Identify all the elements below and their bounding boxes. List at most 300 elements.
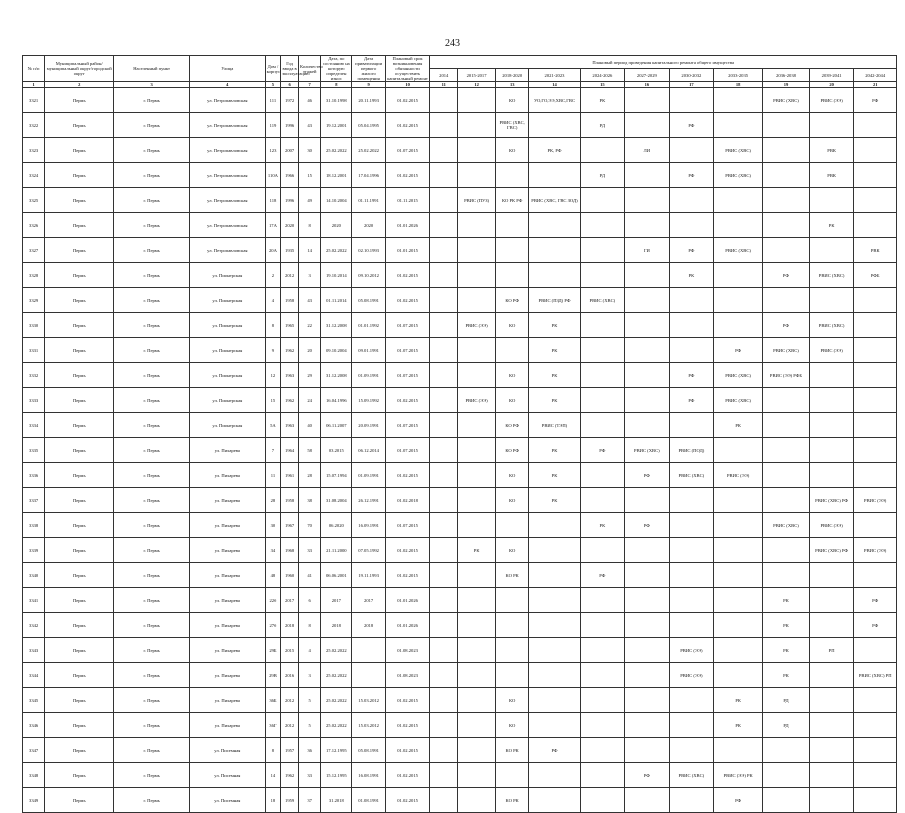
deadline-cell: 01.02.2015 [385,713,430,738]
row-number: 3335 [23,438,45,463]
period-cell [809,113,854,138]
period-cell [809,613,854,638]
condition-date-cell: 31.12.2008 [321,363,352,388]
header-cell: Дата, по состоянию на которую определен износ [321,56,352,82]
period-cell [430,213,458,238]
privatization-date-cell: 15.03.2012 [352,688,385,713]
period-cell [714,438,763,463]
row-number: 3338 [23,513,45,538]
privatization-date-cell: 26.12.1991 [352,488,385,513]
period-cell [854,113,897,138]
period-cell [430,263,458,288]
period-cell [625,588,670,613]
period-cell [625,163,670,188]
street-cell: ул. Пихарева [189,663,265,688]
table-row [23,88,897,113]
year-cell: 1962 [281,763,299,788]
table-row [23,238,897,263]
storeys-cell: 6 [299,588,321,613]
period-cell [854,688,897,713]
period-cell [430,188,458,213]
period-cell [529,713,580,738]
locality-cell: г. Пермь [114,638,190,663]
table-row [23,663,897,688]
privatization-date-cell: 17.04.1996 [352,163,385,188]
period-cell [430,688,458,713]
period-cell: РВИС (ЭЭ) РФБ [763,363,810,388]
storeys-cell: 40 [299,413,321,438]
street-cell: ул. Петропавловская [189,113,265,138]
period-cell [580,388,625,413]
column-number: 7 [299,82,321,88]
period-cell: РВИС (ХВС) [763,88,810,113]
house-cell: 36Б [265,688,281,713]
period-cell [854,563,897,588]
header-cell: Плановый срок возникновения обязанности осуществить капитальный ремонт [387,56,428,81]
storeys-cell: 3 [299,663,321,688]
period-cell: РВИС (ЭЭ) [458,388,496,413]
period-cell [458,663,496,688]
period-header: 2036-2038 [763,69,810,82]
period-cell [714,563,763,588]
period-cell: РК [529,363,580,388]
period-cell [809,738,854,763]
period-cell: РВИС (ХВС) [714,163,763,188]
municipality-cell: Пермь [45,238,114,263]
table-row [23,338,897,363]
column-number: 8 [321,82,352,88]
period-cell [458,788,496,813]
condition-date-cell: 06.06.2001 [321,563,352,588]
period-cell [763,413,810,438]
column-number: 19 [763,82,810,88]
locality-cell: г. Пермь [114,188,190,213]
period-cell [458,163,496,188]
column-number: 14 [529,82,580,88]
storeys-cell: 43 [299,288,321,313]
municipality-cell: Пермь [45,138,114,163]
period-cell: РВИС (ХВС) [714,388,763,413]
period-cell [529,263,580,288]
column-number: 4 [189,82,265,88]
period-cell [430,463,458,488]
period-cell [669,413,714,438]
period-cell [625,288,670,313]
period-cell [458,263,496,288]
condition-date-cell: 18.12.2001 [321,163,352,188]
street-cell: ул. Пихарева [189,438,265,463]
row-number: 3322 [23,113,45,138]
condition-date-cell: 16.04.1996 [321,388,352,413]
table-row [23,288,897,313]
period-cell [580,613,625,638]
period-cell: РФ [625,463,670,488]
period-cell [529,513,580,538]
period-cell [763,188,810,213]
row-number: 3333 [23,388,45,413]
locality-cell: г. Пермь [114,488,190,513]
period-cell: РВИС (ХВС) [763,338,810,363]
street-cell: ул. Пионерская [189,338,265,363]
table-row [23,388,897,413]
locality-cell: г. Пермь [114,413,190,438]
period-cell [669,513,714,538]
header-cell: Количество этажей [299,56,321,82]
house-cell: 28 [265,488,281,513]
period-cell [458,88,496,113]
table-row [23,113,897,138]
period-cell [580,663,625,688]
period-cell: ГИ [625,238,670,263]
period-cell [854,738,897,763]
period-cell: РК [763,638,810,663]
period-cell: РК [763,588,810,613]
period-cell [714,638,763,663]
period-header: 2033-2035 [714,69,763,82]
municipality-cell: Пермь [45,463,114,488]
period-cell [714,738,763,763]
period-cell [580,688,625,713]
condition-date-cell: 15.12.1995 [321,763,352,788]
period-cell [763,788,810,813]
house-cell: 7 [265,438,281,463]
period-cell: РВИС (ПЗД) РФ [529,288,580,313]
street-cell: ул. Пихарева [189,638,265,663]
period-cell [854,763,897,788]
header-cell: Дата приватизации первого жилого помещения [352,56,385,82]
municipality-cell: Пермь [45,738,114,763]
period-cell [669,338,714,363]
street-cell: ул. Петропавловская [189,138,265,163]
period-cell [458,288,496,313]
house-cell: 14 [265,763,281,788]
street-cell: ул. Пионерская [189,413,265,438]
deadline-cell: 01.02.2015 [385,388,430,413]
year-cell: 2020 [281,213,299,238]
period-cell: РВИС (ЭЭ) [669,663,714,688]
year-cell: 2018 [281,613,299,638]
street-cell: ул. Пионерская [189,288,265,313]
table-row [23,613,897,638]
privatization-date-cell [352,663,385,688]
period-cell [430,113,458,138]
municipality-cell: Пермь [45,88,114,113]
period-cell [580,213,625,238]
year-cell: 2007 [281,138,299,163]
period-cell [458,488,496,513]
year-cell: 1962 [281,338,299,363]
row-number: 3331 [23,338,45,363]
period-cell [458,563,496,588]
privatization-date-cell: 15.03.2012 [352,713,385,738]
municipality-cell: Пермь [45,113,114,138]
period-cell: РД [580,163,625,188]
period-cell [580,263,625,288]
period-cell [430,538,458,563]
period-cell: РВИС (ХВС, ГВС ЗОД) [529,188,580,213]
table-row [23,413,897,438]
period-header: 2014 [430,69,458,82]
locality-cell: г. Пермь [114,213,190,238]
house-cell: 27б [265,613,281,638]
period-cell: РК [529,388,580,413]
period-cell [809,788,854,813]
condition-date-cell: 31.10.1998 [321,88,352,113]
deadline-cell: 01.02.2015 [385,738,430,763]
house-cell: 36Г [265,713,281,738]
period-cell: РФ [625,513,670,538]
deadline-cell: 01.11.2015 [385,188,430,213]
period-cell: РК [580,88,625,113]
year-cell: 1957 [281,738,299,763]
column-number: 21 [854,82,897,88]
period-cell [625,188,670,213]
period-cell [854,363,897,388]
condition-date-cell: 19.12.2001 [321,113,352,138]
period-cell: РВИС (ХВС) [580,288,625,313]
period-cell [669,138,714,163]
street-cell: ул. Пихарева [189,538,265,563]
condition-date-cell: 25.02.2022 [321,663,352,688]
municipality-cell: Пермь [45,413,114,438]
table-row [23,513,897,538]
period-cell [625,363,670,388]
period-cell [763,763,810,788]
privatization-date-cell: 2020 [352,213,385,238]
period-cell [809,688,854,713]
house-cell: 34 [265,538,281,563]
period-cell: РФ [854,588,897,613]
row-number: 3349 [23,788,45,813]
period-cell: РВИС (ЭЭ) [809,338,854,363]
house-cell: 29Б [265,638,281,663]
privatization-date-cell: 09.01.1991 [352,338,385,363]
period-cell [625,413,670,438]
street-cell: ул. Пихарева [189,688,265,713]
locality-cell: г. Пермь [114,788,190,813]
row-number: 3332 [23,363,45,388]
storeys-cell: 14 [299,238,321,263]
period-cell [580,538,625,563]
period-cell [809,363,854,388]
privatization-date-cell: 25.02.2022 [352,138,385,163]
table-row [23,713,897,738]
row-number: 3347 [23,738,45,763]
period-cell [854,438,897,463]
period-cell: КО РФ [496,413,529,438]
period-cell: РВИС (ЭЭ) [854,538,897,563]
period-cell [529,763,580,788]
period-cell [496,213,529,238]
period-cell [430,788,458,813]
municipality-cell: Пермь [45,438,114,463]
house-cell: 11 [265,463,281,488]
period-cell: КО [496,138,529,163]
period-cell [625,213,670,238]
municipality-cell: Пермь [45,713,114,738]
period-cell: РВИС (ХВС, ГВС) [496,113,529,138]
row-number: 3329 [23,288,45,313]
period-cell [854,388,897,413]
privatization-date-cell: 09.10.2012 [352,263,385,288]
condition-date-cell: 06.11.2007 [321,413,352,438]
period-cell [714,538,763,563]
period-cell [669,88,714,113]
period-cell [458,238,496,263]
period-cell [529,688,580,713]
municipality-cell: Пермь [45,588,114,613]
condition-date-cell: 09.10.2004 [321,338,352,363]
municipality-cell: Пермь [45,513,114,538]
storeys-cell: 5 [299,688,321,713]
row-number: 3339 [23,538,45,563]
period-cell: РФ [529,738,580,763]
house-cell: 18 [265,788,281,813]
period-cell: РВИС (ЭЭ) [669,638,714,663]
house-cell: 110А [265,163,281,188]
locality-cell: г. Пермь [114,238,190,263]
period-cell [669,188,714,213]
street-cell: ул. Петропавловская [189,88,265,113]
period-cell [458,738,496,763]
column-number: 3 [114,82,190,88]
period-cell [430,613,458,638]
street-cell: ул. Пихарева [189,563,265,588]
period-cell: РК [529,338,580,363]
period-cell [669,688,714,713]
period-cell [809,713,854,738]
condition-date-cell: 21.11.2000 [321,538,352,563]
period-cell [669,788,714,813]
period-cell [458,338,496,363]
year-cell: 1963 [281,413,299,438]
period-cell [458,688,496,713]
municipality-cell: Пермь [45,188,114,213]
privatization-date-cell: 20.09.1991 [352,413,385,438]
period-cell: РВК [809,163,854,188]
deadline-cell: 01.01.2026 [385,613,430,638]
period-cell: РВИС (ТЭП) [529,413,580,438]
deadline-cell: 01.01.2026 [385,588,430,613]
deadline-cell: 01.07.2015 [385,363,430,388]
period-cell: РК [669,263,714,288]
period-cell [529,163,580,188]
row-number: 3326 [23,213,45,238]
header-cell: Населенный пункт [114,56,190,82]
locality-cell: г. Пермь [114,388,190,413]
period-cell: РД [580,113,625,138]
period-cell [580,763,625,788]
table-row [23,188,897,213]
period-cell [458,613,496,638]
municipality-cell: Пермь [45,613,114,638]
period-cell [669,713,714,738]
storeys-cell: 58 [299,438,321,463]
column-number: 16 [625,82,670,88]
period-cell [763,538,810,563]
period-cell: РВИС (ЭЭ) [854,488,897,513]
period-cell [854,788,897,813]
period-cell: РФ [714,788,763,813]
period-cell [669,488,714,513]
period-cell [714,88,763,113]
house-cell: 30 [265,513,281,538]
storeys-cell: 8 [299,213,321,238]
table-row [23,563,897,588]
year-cell: 1964 [281,438,299,463]
period-cell: РФ [854,88,897,113]
municipality-cell: Пермь [45,788,114,813]
condition-date-cell: 14.10.2004 [321,188,352,213]
period-cell: РФ [625,763,670,788]
period-cell [430,388,458,413]
period-cell: РП [809,638,854,663]
period-cell [625,563,670,588]
condition-date-cell: 06.2020 [321,513,352,538]
period-cell [625,663,670,688]
locality-cell: г. Пермь [114,288,190,313]
deadline-cell: 01.02.2015 [385,163,430,188]
municipality-cell: Пермь [45,338,114,363]
year-cell: 1996 [281,113,299,138]
period-cell [580,363,625,388]
period-cell: РВК [854,238,897,263]
municipality-cell: Пермь [45,388,114,413]
locality-cell: г. Пермь [114,438,190,463]
period-cell [625,113,670,138]
period-cell: РК [763,613,810,638]
period-cell [763,488,810,513]
period-cell [430,163,458,188]
municipality-cell: Пермь [45,638,114,663]
house-cell: 17А [265,213,281,238]
period-cell [458,363,496,388]
period-cell [714,113,763,138]
period-cell [458,763,496,788]
house-cell: 4 [265,288,281,313]
row-number: 3328 [23,263,45,288]
period-cell [529,663,580,688]
period-cell: РК [529,313,580,338]
period-cell [458,113,496,138]
column-number: 20 [809,82,854,88]
condition-date-cell: 2017 [321,588,352,613]
period-cell: РВИС (ЭЭ) РК [714,763,763,788]
period-cell [430,88,458,113]
period-cell [714,588,763,613]
period-cell [714,288,763,313]
column-number: 15 [580,82,625,88]
storeys-cell: 36 [299,738,321,763]
column-number: 9 [352,82,385,88]
row-number: 3346 [23,713,45,738]
period-cell [496,263,529,288]
privatization-date-cell: 01.01.1992 [352,313,385,338]
locality-cell: г. Пермь [114,663,190,688]
deadline-cell: 01.07.2015 [385,413,430,438]
house-cell: 5А [265,413,281,438]
house-cell: 118 [265,188,281,213]
period-cell: РФ [763,263,810,288]
table-row [23,313,897,338]
period-cell: РК [458,538,496,563]
year-cell: 1959 [281,788,299,813]
year-cell: 1963 [281,363,299,388]
row-number: 3343 [23,638,45,663]
year-cell: 1967 [281,513,299,538]
period-header: 2024-2026 [580,69,625,82]
period-cell [430,288,458,313]
